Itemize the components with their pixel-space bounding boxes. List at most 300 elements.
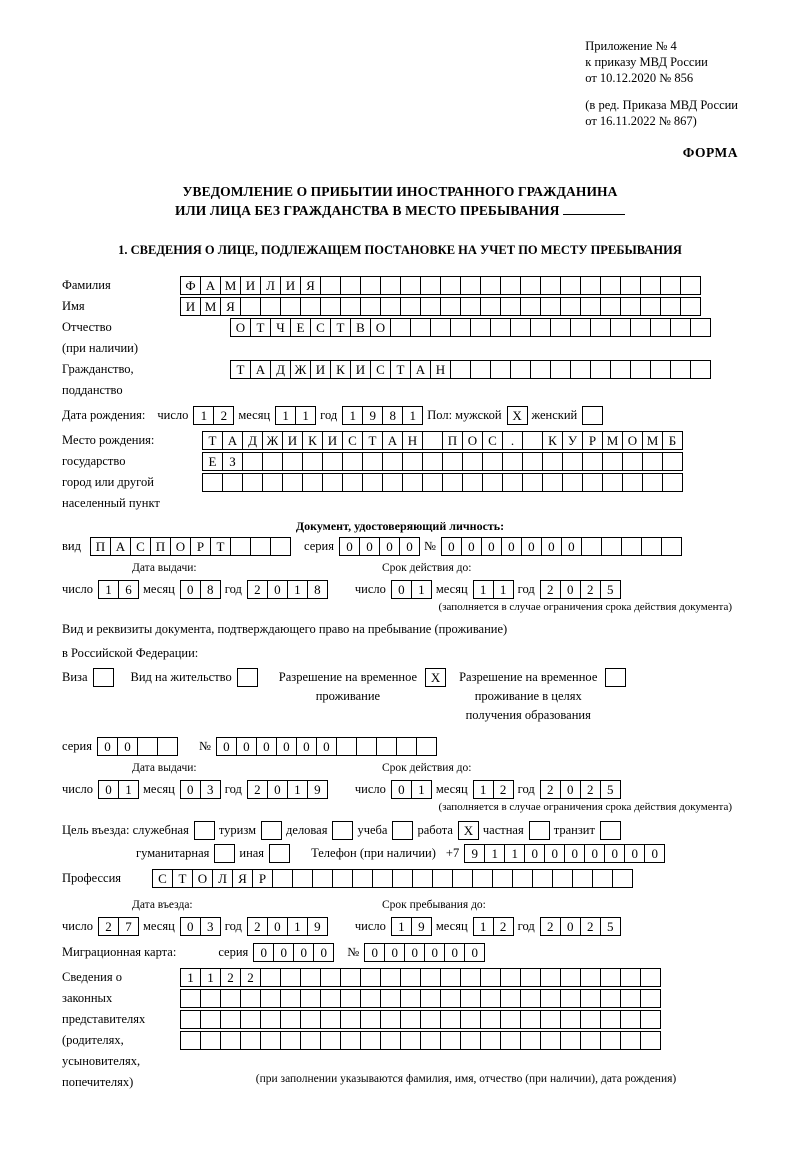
cell[interactable]: 0 (561, 537, 582, 556)
cell[interactable]: А (410, 360, 431, 379)
cell[interactable] (601, 537, 622, 556)
cell[interactable] (180, 989, 201, 1008)
cell[interactable] (572, 869, 593, 888)
cell[interactable] (352, 869, 373, 888)
cell[interactable]: М (602, 431, 623, 450)
cell[interactable] (480, 276, 501, 295)
cell[interactable]: А (250, 360, 271, 379)
cell[interactable] (200, 1010, 221, 1029)
birth-month-input[interactable] (275, 406, 315, 425)
cell[interactable]: 5 (600, 580, 621, 599)
cell[interactable] (490, 318, 511, 337)
cell[interactable] (261, 821, 282, 840)
cell[interactable]: Т (250, 318, 271, 337)
residence-permit-checkbox[interactable] (237, 668, 257, 687)
cell[interactable] (430, 318, 451, 337)
cell[interactable]: 0 (359, 537, 380, 556)
cell[interactable] (502, 473, 523, 492)
purpose-service-checkbox[interactable] (194, 821, 214, 840)
cell[interactable] (320, 989, 341, 1008)
cell[interactable]: Е (202, 452, 223, 471)
cell[interactable] (500, 1010, 521, 1029)
cell[interactable] (282, 473, 303, 492)
cell[interactable] (360, 1031, 381, 1050)
cell[interactable] (640, 989, 661, 1008)
cell[interactable]: И (180, 297, 201, 316)
cell[interactable]: М (642, 431, 663, 450)
cell[interactable] (380, 1010, 401, 1029)
cell[interactable] (462, 452, 483, 471)
cell[interactable]: 0 (461, 537, 482, 556)
cell[interactable]: 0 (624, 844, 645, 863)
cell[interactable] (240, 1010, 261, 1029)
cell[interactable]: 0 (560, 780, 581, 799)
entry-month-input[interactable] (180, 917, 220, 936)
cell[interactable] (442, 452, 463, 471)
cell[interactable]: 0 (391, 580, 412, 599)
cell[interactable] (420, 276, 441, 295)
cell[interactable]: С (152, 869, 173, 888)
cell[interactable]: 0 (560, 917, 581, 936)
cell[interactable]: 0 (276, 737, 297, 756)
cell[interactable] (480, 297, 501, 316)
cell[interactable] (280, 968, 301, 987)
cell[interactable] (570, 360, 591, 379)
cell[interactable] (480, 1010, 501, 1029)
cell[interactable] (512, 869, 533, 888)
cell[interactable] (622, 473, 643, 492)
cell[interactable] (440, 968, 461, 987)
cell[interactable] (492, 869, 513, 888)
cell[interactable]: П (150, 537, 171, 556)
cell[interactable]: Н (430, 360, 451, 379)
cell[interactable] (272, 869, 293, 888)
permit-number-input[interactable] (216, 737, 436, 756)
cell[interactable] (200, 989, 221, 1008)
cell[interactable] (522, 431, 543, 450)
legal-rep-line-4-input[interactable] (180, 1031, 660, 1050)
cell[interactable] (262, 473, 283, 492)
cell[interactable]: 0 (404, 943, 425, 962)
cell[interactable]: 3 (200, 917, 221, 936)
cell[interactable] (340, 989, 361, 1008)
cell[interactable]: 2 (580, 780, 601, 799)
cell[interactable] (320, 968, 341, 987)
cell[interactable] (440, 1031, 461, 1050)
cell[interactable] (532, 869, 553, 888)
cell[interactable] (510, 360, 531, 379)
cell[interactable]: Я (220, 297, 241, 316)
cell[interactable] (402, 452, 423, 471)
cell[interactable]: 2 (580, 917, 601, 936)
cell[interactable] (690, 318, 711, 337)
cell[interactable]: 8 (382, 406, 403, 425)
cell[interactable] (600, 1031, 621, 1050)
cell[interactable] (137, 737, 158, 756)
cell[interactable]: С (130, 537, 151, 556)
cell[interactable] (420, 1010, 441, 1029)
cell[interactable]: И (280, 276, 301, 295)
cell[interactable]: Т (210, 537, 231, 556)
cell[interactable]: 1 (180, 968, 201, 987)
phone-input[interactable] (464, 844, 664, 863)
cell[interactable] (450, 360, 471, 379)
idoc-issue-year-input[interactable] (247, 580, 327, 599)
cell[interactable] (422, 452, 443, 471)
cell[interactable] (490, 360, 511, 379)
cell[interactable]: А (110, 537, 131, 556)
cell[interactable] (582, 406, 603, 425)
cell[interactable] (400, 968, 421, 987)
cell[interactable] (592, 869, 613, 888)
cell[interactable] (641, 537, 662, 556)
cell[interactable]: 0 (256, 737, 277, 756)
permit-valid-year-input[interactable] (540, 780, 620, 799)
cell[interactable]: 2 (247, 780, 268, 799)
cell[interactable]: К (542, 431, 563, 450)
entry-year-input[interactable] (247, 917, 327, 936)
cell[interactable] (600, 297, 621, 316)
cell[interactable]: 1 (493, 580, 514, 599)
cell[interactable] (242, 452, 263, 471)
cell[interactable] (336, 737, 357, 756)
cell[interactable]: 9 (307, 780, 328, 799)
cell[interactable] (630, 318, 651, 337)
cell[interactable]: Ф (180, 276, 201, 295)
cell[interactable] (620, 989, 641, 1008)
cell[interactable]: 0 (97, 737, 118, 756)
cell[interactable] (300, 1031, 321, 1050)
idoc-type-input[interactable] (90, 537, 290, 556)
cell[interactable]: М (200, 297, 221, 316)
cell[interactable] (640, 1010, 661, 1029)
cell[interactable] (622, 452, 643, 471)
cell[interactable] (640, 276, 661, 295)
cell[interactable]: 0 (273, 943, 294, 962)
cell[interactable] (376, 737, 397, 756)
permit-valid-month-input[interactable] (473, 780, 513, 799)
cell[interactable] (580, 1031, 601, 1050)
cell[interactable]: 0 (464, 943, 485, 962)
cell[interactable] (416, 737, 437, 756)
cell[interactable]: 0 (544, 844, 565, 863)
permit-issue-day-input[interactable] (98, 780, 138, 799)
cell[interactable]: 0 (524, 844, 545, 863)
cell[interactable] (550, 360, 571, 379)
birthplace-line-3-input[interactable] (202, 473, 682, 492)
permit-valid-day-input[interactable] (391, 780, 431, 799)
migration-number-input[interactable] (364, 943, 484, 962)
edu-residence-checkbox[interactable] (605, 668, 625, 687)
cell[interactable]: 0 (98, 780, 119, 799)
cell[interactable]: 0 (267, 780, 288, 799)
cell[interactable] (440, 297, 461, 316)
cell[interactable]: В (350, 318, 371, 337)
cell[interactable]: 0 (313, 943, 334, 962)
cell[interactable] (320, 297, 341, 316)
cell[interactable] (620, 968, 641, 987)
cell[interactable]: Л (260, 276, 281, 295)
cell[interactable]: Н (402, 431, 423, 450)
cell[interactable] (220, 1010, 241, 1029)
cell[interactable] (342, 452, 363, 471)
cell[interactable]: О (370, 318, 391, 337)
cell[interactable] (602, 452, 623, 471)
cell[interactable] (260, 989, 281, 1008)
cell[interactable]: 0 (444, 943, 465, 962)
cell[interactable]: М (220, 276, 241, 295)
cell[interactable]: 0 (339, 537, 360, 556)
cell[interactable]: И (282, 431, 303, 450)
cell[interactable] (300, 297, 321, 316)
cell[interactable]: 0 (384, 943, 405, 962)
cell[interactable]: Я (232, 869, 253, 888)
cell[interactable]: 0 (253, 943, 274, 962)
cell[interactable]: Д (270, 360, 291, 379)
idoc-issue-day-input[interactable] (98, 580, 138, 599)
cell[interactable] (410, 318, 431, 337)
cell[interactable]: 6 (118, 580, 139, 599)
cell[interactable] (582, 473, 603, 492)
cell[interactable] (540, 297, 561, 316)
cell[interactable] (302, 452, 323, 471)
idoc-valid-month-input[interactable] (473, 580, 513, 599)
cell[interactable]: 9 (307, 917, 328, 936)
cell[interactable]: К (330, 360, 351, 379)
cell[interactable] (610, 318, 631, 337)
cell[interactable] (269, 844, 290, 863)
cell[interactable]: И (350, 360, 371, 379)
cell[interactable]: С (482, 431, 503, 450)
stay-year-input[interactable] (540, 917, 620, 936)
cell[interactable] (380, 276, 401, 295)
purpose-business-checkbox[interactable] (332, 821, 352, 840)
cell[interactable]: 1 (287, 917, 308, 936)
cell[interactable]: О (230, 318, 251, 337)
cell[interactable] (442, 473, 463, 492)
cell[interactable]: Т (172, 869, 193, 888)
cell[interactable]: С (370, 360, 391, 379)
cell[interactable]: О (192, 869, 213, 888)
cell[interactable] (282, 452, 303, 471)
cell[interactable] (372, 869, 393, 888)
cell[interactable]: З (222, 452, 243, 471)
cell[interactable] (194, 821, 215, 840)
cell[interactable] (605, 668, 626, 687)
cell[interactable]: 1 (504, 844, 525, 863)
cell[interactable]: О (462, 431, 483, 450)
cell[interactable] (280, 989, 301, 1008)
cell[interactable] (560, 1031, 581, 1050)
cell[interactable]: 1 (402, 406, 423, 425)
cell[interactable] (690, 360, 711, 379)
cell[interactable] (620, 1010, 641, 1029)
cell[interactable]: 0 (424, 943, 445, 962)
cell[interactable] (340, 276, 361, 295)
cell[interactable]: Я (300, 276, 321, 295)
cell[interactable] (680, 297, 701, 316)
cell[interactable]: И (240, 276, 261, 295)
cell[interactable]: 0 (560, 580, 581, 599)
purpose-work-checkbox[interactable] (458, 821, 478, 840)
cell[interactable] (660, 297, 681, 316)
cell[interactable]: Т (330, 318, 351, 337)
cell[interactable] (400, 297, 421, 316)
cell[interactable] (640, 968, 661, 987)
cell[interactable] (510, 318, 531, 337)
cell[interactable] (621, 537, 642, 556)
cell[interactable] (440, 989, 461, 1008)
cell[interactable]: П (90, 537, 111, 556)
migration-series-input[interactable] (253, 943, 333, 962)
cell[interactable]: 0 (604, 844, 625, 863)
surname-input[interactable] (180, 276, 700, 295)
cell[interactable] (200, 1031, 221, 1050)
cell[interactable] (332, 821, 353, 840)
cell[interactable] (422, 431, 443, 450)
cell[interactable] (650, 318, 671, 337)
cell[interactable]: 0 (180, 580, 201, 599)
cell[interactable] (260, 1010, 281, 1029)
purpose-humanitarian-checkbox[interactable] (214, 844, 234, 863)
citizenship-input[interactable] (230, 360, 710, 379)
cell[interactable] (460, 1010, 481, 1029)
cell[interactable] (661, 537, 682, 556)
cell[interactable] (380, 968, 401, 987)
cell[interactable]: 1 (118, 780, 139, 799)
cell[interactable] (642, 473, 663, 492)
cell[interactable]: 2 (220, 968, 241, 987)
cell[interactable]: Б (662, 431, 683, 450)
cell[interactable]: 1 (295, 406, 316, 425)
idoc-valid-year-input[interactable] (540, 580, 620, 599)
cell[interactable]: Т (390, 360, 411, 379)
cell[interactable] (360, 1010, 381, 1029)
cell[interactable] (612, 869, 633, 888)
cell[interactable] (300, 968, 321, 987)
cell[interactable] (300, 989, 321, 1008)
cell[interactable] (220, 1031, 241, 1050)
cell[interactable]: 0 (644, 844, 665, 863)
cell[interactable]: Л (212, 869, 233, 888)
cell[interactable] (530, 318, 551, 337)
cell[interactable] (202, 473, 223, 492)
cell[interactable] (580, 989, 601, 1008)
cell[interactable] (500, 1031, 521, 1050)
cell[interactable] (610, 360, 631, 379)
cell[interactable] (480, 989, 501, 1008)
sex-female-checkbox[interactable] (582, 406, 602, 425)
cell[interactable] (460, 968, 481, 987)
cell[interactable] (360, 989, 381, 1008)
cell[interactable]: А (222, 431, 243, 450)
idoc-issue-month-input[interactable] (180, 580, 220, 599)
birthplace-line-2-input[interactable] (202, 452, 682, 471)
cell[interactable]: 1 (287, 580, 308, 599)
cell[interactable] (400, 1010, 421, 1029)
cell[interactable] (240, 1031, 261, 1050)
cell[interactable]: X (425, 668, 446, 687)
cell[interactable] (362, 452, 383, 471)
cell[interactable]: 2 (247, 917, 268, 936)
cell[interactable] (640, 1031, 661, 1050)
cell[interactable] (440, 276, 461, 295)
cell[interactable] (432, 869, 453, 888)
cell[interactable] (390, 318, 411, 337)
cell[interactable]: Д (242, 431, 263, 450)
cell[interactable] (580, 297, 601, 316)
cell[interactable] (420, 989, 441, 1008)
cell[interactable] (280, 297, 301, 316)
cell[interactable]: Ж (290, 360, 311, 379)
cell[interactable] (582, 452, 603, 471)
cell[interactable] (552, 869, 573, 888)
profession-input[interactable] (152, 869, 632, 888)
cell[interactable]: Т (230, 360, 251, 379)
cell[interactable]: 1 (473, 780, 494, 799)
cell[interactable]: Р (190, 537, 211, 556)
cell[interactable]: 1 (342, 406, 363, 425)
cell[interactable]: У (562, 431, 583, 450)
legal-rep-line-1-input[interactable] (180, 968, 660, 987)
cell[interactable] (650, 360, 671, 379)
cell[interactable]: 1 (411, 580, 432, 599)
cell[interactable] (472, 869, 493, 888)
cell[interactable]: 0 (584, 844, 605, 863)
cell[interactable]: 0 (180, 780, 201, 799)
cell[interactable] (320, 1031, 341, 1050)
cell[interactable] (520, 968, 541, 987)
cell[interactable]: 0 (296, 737, 317, 756)
cell[interactable]: 1 (275, 406, 296, 425)
cell[interactable]: 0 (293, 943, 314, 962)
cell[interactable] (300, 1010, 321, 1029)
cell[interactable] (332, 869, 353, 888)
stay-day-input[interactable] (391, 917, 431, 936)
cell[interactable]: 0 (379, 537, 400, 556)
cell[interactable] (620, 1031, 641, 1050)
cell[interactable]: 2 (540, 780, 561, 799)
cell[interactable] (500, 276, 521, 295)
cell[interactable] (342, 473, 363, 492)
cell[interactable] (242, 473, 263, 492)
cell[interactable] (460, 989, 481, 1008)
cell[interactable] (312, 869, 333, 888)
cell[interactable] (540, 989, 561, 1008)
cell[interactable] (340, 297, 361, 316)
cell[interactable] (380, 989, 401, 1008)
cell[interactable] (620, 297, 641, 316)
cell[interactable]: 0 (316, 737, 337, 756)
cell[interactable] (540, 968, 561, 987)
cell[interactable]: 0 (481, 537, 502, 556)
cell[interactable] (93, 668, 114, 687)
cell[interactable] (400, 1031, 421, 1050)
cell[interactable] (460, 276, 481, 295)
cell[interactable] (222, 473, 243, 492)
cell[interactable] (642, 452, 663, 471)
cell[interactable] (620, 276, 641, 295)
cell[interactable] (322, 452, 343, 471)
cell[interactable] (562, 473, 583, 492)
cell[interactable]: 2 (247, 580, 268, 599)
cell[interactable] (560, 1010, 581, 1029)
cell[interactable] (530, 360, 551, 379)
cell[interactable]: 0 (267, 917, 288, 936)
cell[interactable]: Е (290, 318, 311, 337)
cell[interactable]: 9 (411, 917, 432, 936)
cell[interactable]: С (310, 318, 331, 337)
